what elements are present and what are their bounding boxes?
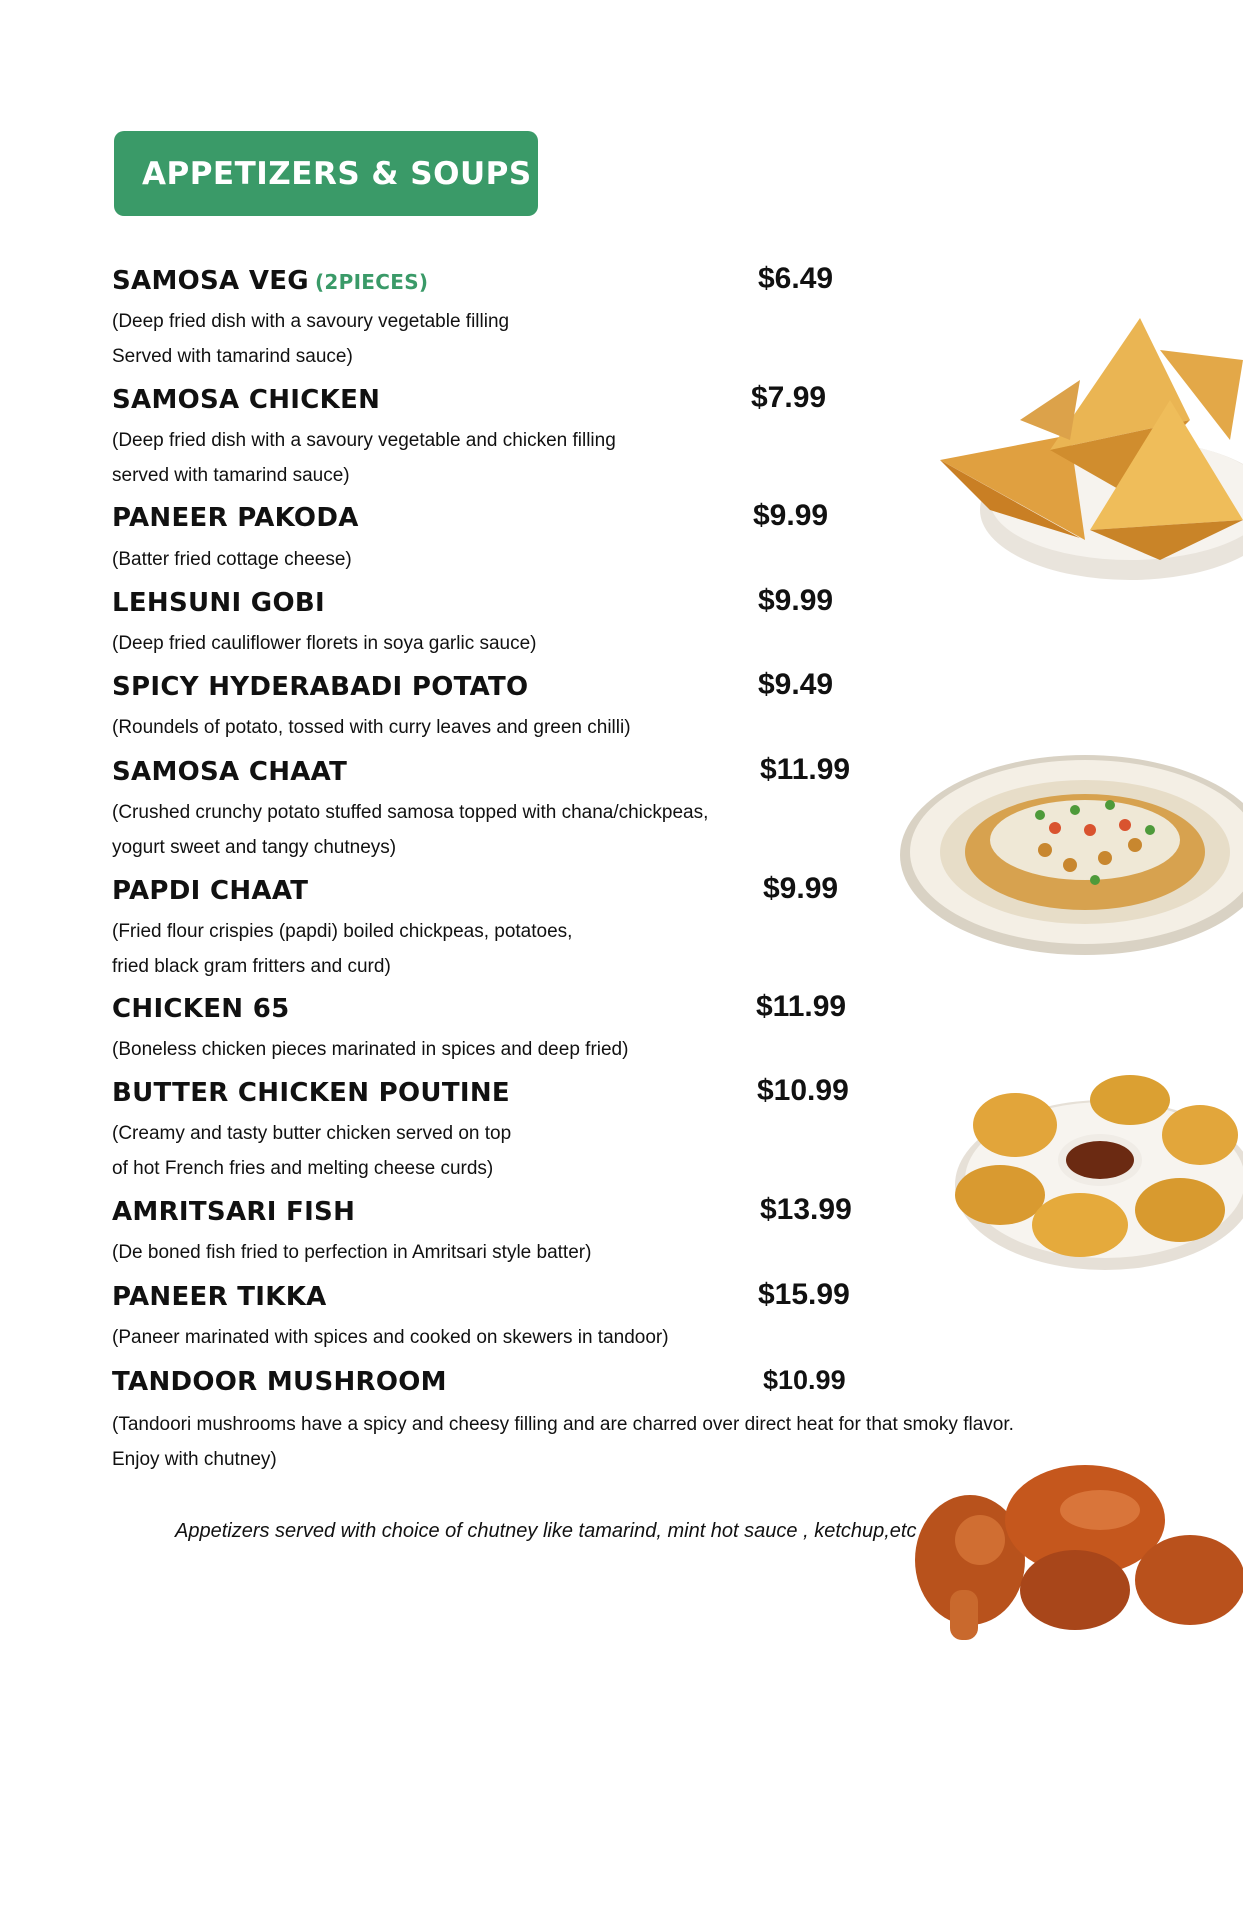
section-title-badge	[114, 131, 538, 216]
menu-item-name: PANEER TIKKA	[112, 1282, 327, 1312]
menu-item-name: SAMOSA CHAAT	[112, 757, 348, 787]
menu-item-description: (Deep fried cauliflower florets in soya garlic sauce)	[112, 633, 537, 654]
menu-item-quantity: (2PIECES)	[314, 270, 429, 294]
menu-item-price: $11.99	[760, 753, 851, 786]
menu-item-name: BUTTER CHICKEN POUTINE	[112, 1078, 510, 1108]
menu-item-price: $10.99	[757, 1074, 849, 1107]
menu-item-description: (Roundels of potato, tossed with curry leaves and green chilli)	[112, 717, 631, 738]
menu-item-description: (De boned fish fried to perfection in Amritsari style batter)	[112, 1242, 592, 1263]
menu-item-name: SPICY HYDERABADI POTATO	[112, 672, 529, 702]
menu-item-price: $7.99	[751, 381, 827, 414]
menu-item-name: LEHSUNI GOBI	[112, 588, 325, 618]
menu-item-name: SAMOSA VEG (2PIECES)	[112, 266, 429, 296]
menu-item-name: SAMOSA CHICKEN	[112, 385, 381, 415]
menu-item-name: PAPDI CHAAT	[112, 876, 309, 906]
menu-item-description: (Deep fried dish with a savoury vegetable and chicken filling served with tamarind sauce)	[112, 430, 616, 486]
chicken-wings-image	[910, 1440, 1243, 1650]
menu-item-description: (Fried flour crispies (papdi) boiled chickpeas, potatoes, fried black gram fritters and curd)	[112, 921, 573, 977]
menu-item-description: (Deep fried dish with a savoury vegetable filling Served with tamarind sauce)	[112, 311, 510, 367]
menu-item-description: (Paneer marinated with spices and cooked on skewers in tandoor)	[112, 1327, 669, 1348]
menu-item-price: $9.99	[758, 584, 834, 617]
menu-item-price: $9.49	[758, 668, 834, 701]
menu-item-price: $11.99	[756, 990, 847, 1023]
menu-item-price: $15.99	[758, 1278, 850, 1311]
menu-item-name: AMRITSARI FISH	[112, 1197, 356, 1227]
menu-item-price: $9.99	[753, 499, 829, 532]
menu-item-price: $9.99	[763, 872, 839, 905]
menu-item-name: PANEER PAKODA	[112, 503, 359, 533]
menu-item-price: $10.99	[763, 1365, 846, 1395]
menu-item-name: CHICKEN 65	[112, 994, 290, 1024]
menu-item-description: (Tandoori mushrooms have a spicy and cheesy filling and are charred over direct heat for that smoky flavor. Enjoy with chutney)	[112, 1414, 1014, 1470]
menu-item-description: (Batter fried cottage cheese)	[112, 549, 352, 570]
samosa-chaat-plate-image	[895, 740, 1243, 965]
samosa-plate-image	[930, 310, 1243, 590]
section-title: APPETIZERS & SOUPS	[142, 155, 532, 192]
menu-item-price: $13.99	[760, 1193, 852, 1226]
menu-item-name: TANDOOR MUSHROOM	[112, 1367, 447, 1397]
menu-item-description: (Creamy and tasty butter chicken served on top of hot French fries and melting cheese curds)	[112, 1123, 512, 1179]
menu-item-description: (Crushed crunchy potato stuffed samosa topped with chana/chickpeas, yogurt sweet and tangy chutneys)	[112, 802, 709, 858]
menu-item-description: (Boneless chicken pieces marinated in spices and deep fried)	[112, 1039, 629, 1060]
footer-note: Appetizers served with choice of chutney like tamarind, mint hot sauce , ketchup,etc	[175, 1520, 917, 1542]
pakoda-plate-image	[945, 1060, 1243, 1275]
menu-item-price: $6.49	[758, 262, 834, 295]
